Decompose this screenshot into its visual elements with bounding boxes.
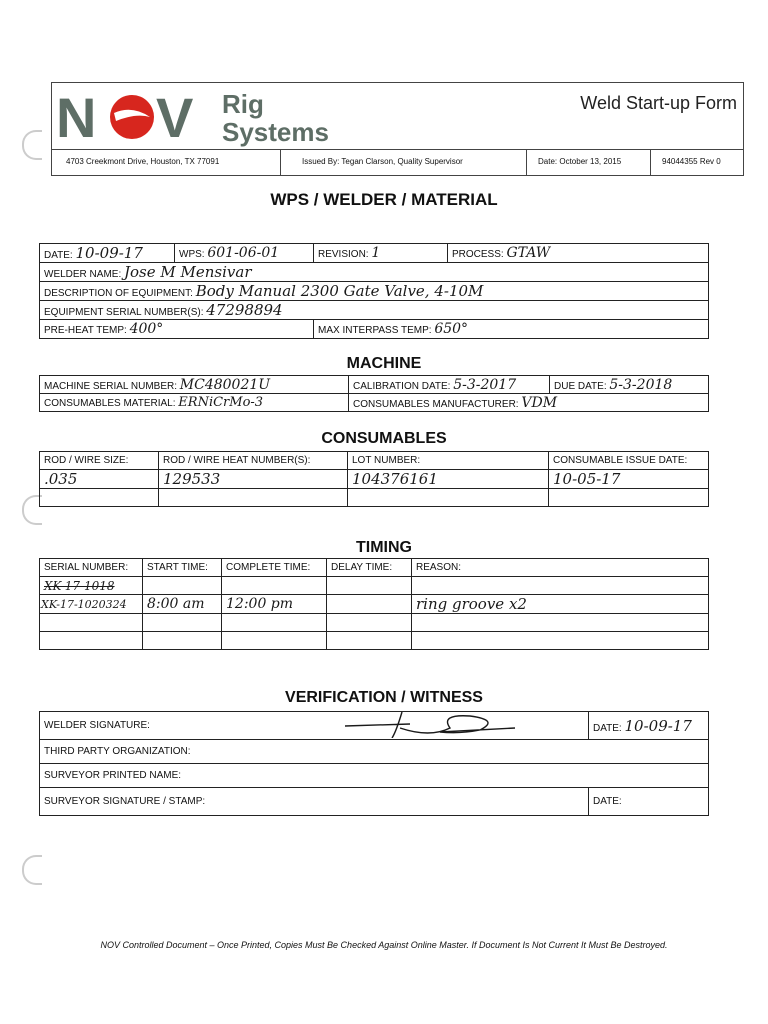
welder-name-cell: WELDER NAME: Jose M Mensivar <box>40 263 709 282</box>
svg-text:N: N <box>56 87 93 147</box>
machine-serial-cell: MACHINE SERIAL NUMBER: MC480021U <box>40 376 349 394</box>
binder-hole-top <box>22 130 42 160</box>
header-date: Date: October 13, 2015 <box>538 157 622 166</box>
welder-signature-cell: WELDER SIGNATURE: <box>40 712 589 740</box>
consumables-table <box>39 451 709 507</box>
empty-cell <box>348 489 549 507</box>
calibration-value: 5-3-2017 <box>453 376 517 393</box>
timing-header: COMPLETE TIME: <box>222 559 327 577</box>
nov-logo <box>56 87 216 147</box>
issue-date-value: 10-05-17 <box>549 470 709 489</box>
header-info-bar <box>52 149 743 176</box>
surveyor-signature-cell: SURVEYOR SIGNATURE / STAMP: <box>40 788 589 816</box>
empty-cell <box>222 632 327 650</box>
timing-header: SERIAL NUMBER: <box>40 559 143 577</box>
consumables-title: CONSUMABLES <box>321 430 447 447</box>
svg-text:V: V <box>156 87 194 147</box>
machine-title: MACHINE <box>346 355 422 372</box>
timing-header: START TIME: <box>143 559 222 577</box>
address: 4703 Creekmont Drive, Houston, TX 77091 <box>66 157 220 166</box>
logo-rig: Rig <box>222 89 264 119</box>
form-title: Weld Start-up Form <box>580 93 737 113</box>
serial-cell: EQUIPMENT SERIAL NUMBER(S): 47298894 <box>40 301 709 320</box>
binder-hole-bottom <box>22 855 42 885</box>
empty-cell <box>143 632 222 650</box>
empty-cell <box>143 577 222 595</box>
verification-title: VERIFICATION / WITNESS <box>285 689 483 706</box>
footer-note: NOV Controlled Document – Once Printed, Copies Must Be Checked Against Online Master. If Document Is Not Current It Must Be Destroyed. <box>100 940 668 950</box>
doc-number: 94044355 Rev 0 <box>662 157 721 166</box>
revision-cell: REVISION: 1 <box>314 244 448 263</box>
empty-cell <box>327 632 412 650</box>
due-date-value: 5-3-2018 <box>609 376 673 393</box>
heat-number-value: 129533 <box>159 470 348 489</box>
equipment-desc-value: Body Manual 2300 Gate Valve, 4-10M <box>195 282 484 300</box>
preheat-value: 400° <box>129 321 164 337</box>
delay-time-value <box>327 595 412 614</box>
empty-cell <box>40 614 143 632</box>
empty-cell <box>222 577 327 595</box>
third-party-cell: THIRD PARTY ORGANIZATION: <box>40 740 709 764</box>
revision-value: 1 <box>371 245 381 261</box>
welder-name-value: Jose M Mensivar <box>124 263 252 281</box>
wps-section-title: WPS / WELDER / MATERIAL <box>270 190 498 209</box>
empty-cell <box>412 632 709 650</box>
serial-number-value: XK-17-1020324 <box>40 595 143 614</box>
surveyor-date-cell: DATE: <box>589 788 709 816</box>
interpass-value: 650° <box>434 321 469 337</box>
issued-by: Issued By: Tegan Clarson, Quality Supervisor <box>302 157 463 166</box>
timing-table <box>39 558 709 650</box>
empty-cell <box>40 489 159 507</box>
empty-cell <box>327 577 412 595</box>
logo-systems: Systems <box>222 117 329 147</box>
preheat-cell: PRE-HEAT TEMP: 400° <box>40 320 314 339</box>
date-cell: DATE: 10-09-17 <box>40 244 175 263</box>
empty-cell <box>549 489 709 507</box>
consumables-material-cell: CONSUMABLES MATERIAL: ERNiCrMo-3 <box>40 394 349 412</box>
machine-serial-value: MC480021U <box>179 376 271 393</box>
wps-table <box>39 243 709 339</box>
lot-number-value: 104376161 <box>348 470 549 489</box>
form-header <box>51 82 744 176</box>
rod-size-value: .035 <box>40 470 159 489</box>
empty-cell <box>222 614 327 632</box>
start-time-value: 8:00 am <box>143 595 222 614</box>
manufacturer-value: VDM <box>521 394 558 411</box>
complete-time-value: 12:00 pm <box>222 595 327 614</box>
timing-title: TIMING <box>356 539 412 556</box>
equipment-desc-cell: DESCRIPTION OF EQUIPMENT: Body Manual 2300 Gate Valve, 4-10M <box>40 282 709 301</box>
struck-serial: XK-17-1018 <box>40 577 143 595</box>
verification-date-value: 10-09-17 <box>624 716 692 735</box>
consumables-header: ROD / WIRE HEAT NUMBER(S): <box>159 452 348 470</box>
surveyor-name-cell: SURVEYOR PRINTED NAME: <box>40 764 709 788</box>
date-value: 10-09-17 <box>75 244 143 262</box>
consumables-header: CONSUMABLE ISSUE DATE: <box>549 452 709 470</box>
empty-cell <box>327 614 412 632</box>
wps-cell: WPS: 601-06-01 <box>175 244 314 263</box>
wps-value: 601-06-01 <box>207 245 280 261</box>
serial-value: 47298894 <box>206 301 283 319</box>
empty-cell <box>143 614 222 632</box>
consumables-header: ROD / WIRE SIZE: <box>40 452 159 470</box>
consumables-material-value: ERNiCrMo-3 <box>178 395 264 410</box>
process-value: GTAW <box>506 245 551 261</box>
reason-value: ring groove x2 <box>412 595 709 614</box>
empty-cell <box>40 632 143 650</box>
verification-date-cell: DATE: 10-09-17 <box>589 712 709 740</box>
empty-cell <box>412 577 709 595</box>
interpass-cell: MAX INTERPASS TEMP: 650° <box>314 320 709 339</box>
machine-table <box>39 375 709 412</box>
empty-cell <box>159 489 348 507</box>
empty-cell <box>412 614 709 632</box>
manufacturer-cell: CONSUMABLES MANUFACTURER: VDM <box>349 394 709 412</box>
consumables-header: LOT NUMBER: <box>348 452 549 470</box>
nov-logo-mark <box>56 87 216 147</box>
timing-header: DELAY TIME: <box>327 559 412 577</box>
verification-table <box>39 711 709 816</box>
calibration-cell: CALIBRATION DATE: 5-3-2017 <box>349 376 550 394</box>
welder-signature <box>340 708 520 738</box>
due-date-cell: DUE DATE: 5-3-2018 <box>550 376 709 394</box>
process-cell: PROCESS: GTAW <box>448 244 709 263</box>
timing-header: REASON: <box>412 559 709 577</box>
